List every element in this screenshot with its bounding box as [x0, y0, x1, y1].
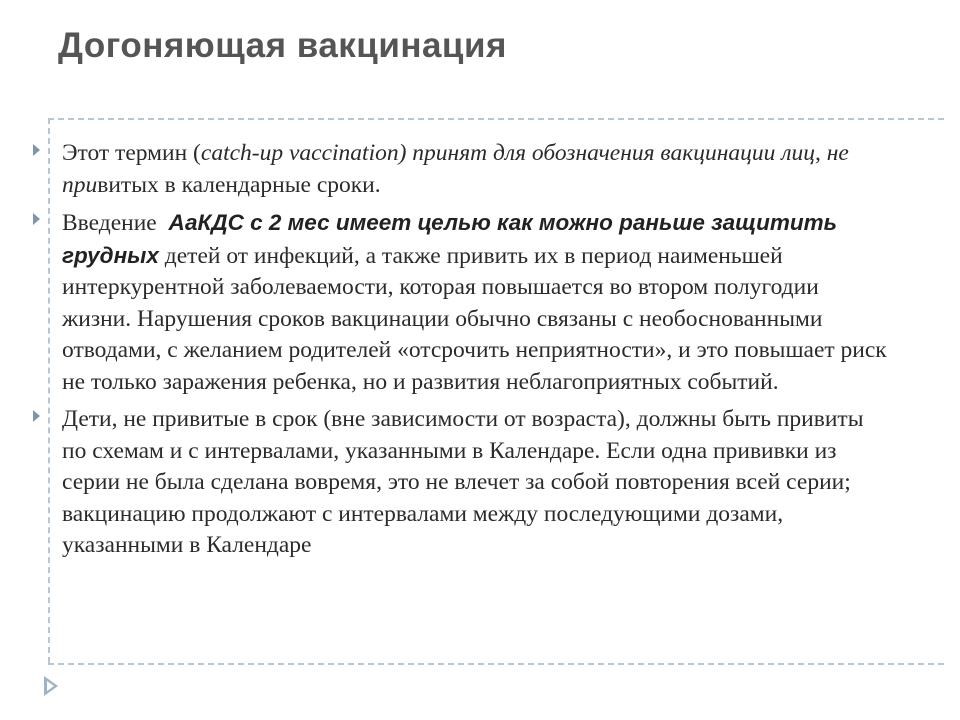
- slide-title: Догоняющая вакцинация: [58, 26, 507, 65]
- bullet-1-post: витых в календарные сроки.: [97, 171, 381, 198]
- bullet-triangle-icon: [33, 410, 40, 422]
- bullet-2-pre: Введение: [62, 210, 169, 236]
- bullet-triangle-icon: [33, 144, 40, 156]
- corner-triangle-icon: [44, 676, 58, 696]
- bullet-triangle-icon: [33, 213, 40, 225]
- bullet-2-post: детей от инфекций, а также привить их в период наименьшей интеркурентной заболеваемости, которая повышается во втором полугодии жизни. Нарушения сроков вакцинации обычно связаны с необоснованными отводами, с желанием родителей «отсрочить неприятности», и это повышает риск не только заражения ребенка, но и развития неблагоприятных событий.: [62, 242, 887, 395]
- bullet-1-italic: catch-up vaccination) принят для обозначения вакцинации лиц, не при: [62, 140, 849, 198]
- bullet-item-3: [62, 404, 892, 562]
- bullet-3-text: Дети, не привитые в срок (вне зависимости от возраста), должны быть привиты по схемам и с интервалами, указанными в Календаре. Если одна прививки из серии не была сделана вовремя, это не влечет за собой повторения всей серии; вакцинацию продолжают с интервалами между последующими дозами, указанными в Календаре: [62, 406, 864, 558]
- bullet-2-emphasis: АаКДС с 2 мес имеет целью как можно раньше защитить грудных: [62, 210, 837, 268]
- left-divider: [48, 118, 50, 663]
- top-divider: [48, 118, 944, 120]
- slide-content: [62, 138, 892, 568]
- bullet-item-2: [62, 207, 892, 398]
- bullet-1-pre: Этот термин (: [62, 140, 201, 166]
- bottom-divider: [48, 663, 944, 665]
- bullet-item-1: [62, 138, 892, 201]
